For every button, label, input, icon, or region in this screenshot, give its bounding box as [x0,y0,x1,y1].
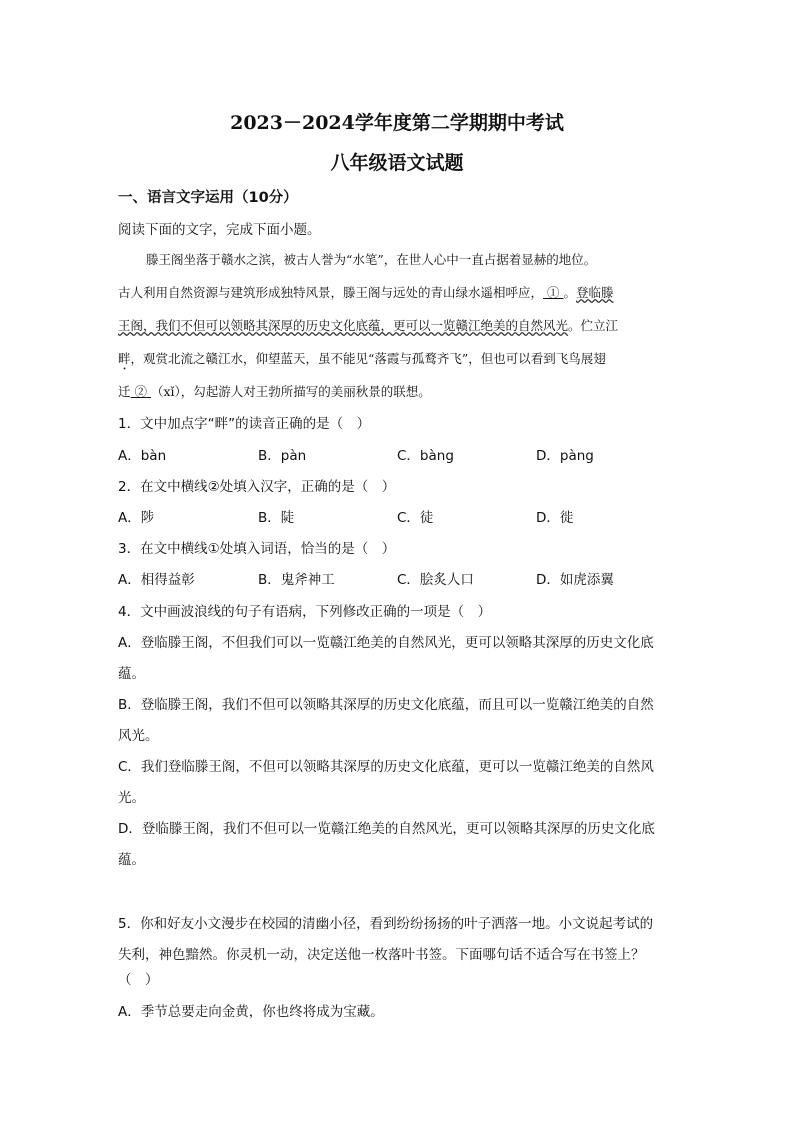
q2-option-c[interactable]: C．徒 [397,510,434,526]
passage-line-1: 滕王阁坐落于赣水之滨，被古人誉为“水笔”，在世人心中一直占据着显赫的地位。 [146,252,597,267]
question-5-answer-bracket: （ ） [118,972,159,988]
passage-line-2 [118,283,676,301]
q2-option-b[interactable]: B．陡 [258,510,295,526]
q4-option-d-line-2[interactable]: 蕴。 [118,852,145,868]
blank-1: ① [543,285,564,300]
q4-option-a-line-1[interactable]: A．登临滕王阁，不但我们可以一览赣江绝美的自然风光，更可以领略其深厚的历史文化底 [118,635,654,651]
q3-option-b[interactable]: B．鬼斧神工 [258,572,335,588]
exam-title: 2023－2024学年度第二学期期中考试 [230,112,564,134]
question-2-stem: 2．在文中横线②处填入汉字，正确的是（ ） [118,479,396,495]
q1-option-a[interactable]: A．bàn [118,448,167,464]
question-5-stem-line-2: 失利，神色黯然。你灵机一动，决定送他一枚落叶书签。下面哪句话不适合写在书签上？ [118,947,645,963]
exam-subtitle: 八年级语文试题 [330,152,464,174]
q3-option-a[interactable]: A．相得益彰 [118,572,195,588]
q4-option-b-line-2[interactable]: 风光。 [118,728,159,744]
passage-line-5 [118,382,676,400]
q5-option-a[interactable]: A．季节总要走向金黄，你也终将成为宝藏。 [118,1004,384,1020]
passage-text: 。伫立江 [568,318,619,333]
q3-option-d[interactable]: D．如虎添翼 [536,572,614,588]
question-5-stem-line-1: 5．你和好友小文漫步在校园的清幽小径，看到纷纷扬扬的叶子洒落一地。小文说起考试的 [118,916,654,932]
instruction-text: 阅读下面的文字，完成下面小题。 [118,222,321,238]
question-3-stem: 3．在文中横线①处填入词语，恰当的是（ ） [118,541,396,557]
passage-text: 迁 [118,384,131,399]
q1-option-b[interactable]: B．pàn [258,448,307,464]
passage-line-4 [118,349,676,373]
q4-option-a-line-2[interactable]: 蕴。 [118,666,145,682]
passage-text: ，观赏北流之赣江水，仰望蓝天，虽不能见“落霞与孤鹜齐飞”，但也可以看到飞鸟展翅 [130,351,606,366]
q4-option-d-line-1[interactable]: D．登临滕王阁，我们不但可以一览赣江绝美的自然风光，更可以领略其深厚的历史文化底 [118,821,655,837]
wavy-sentence-start: 登临滕 [575,285,614,300]
q4-option-c-line-2[interactable]: 光。 [118,790,145,806]
q4-option-c-line-1[interactable]: C．我们登临滕王阁，不但可以领略其深厚的历史文化底蕴，更可以一览赣江绝美的自然风 [118,759,654,775]
wavy-sentence: 王阁，我们不但可以领略其深厚的历史文化底蕴，更可以一览赣江绝美的自然风光 [118,318,569,333]
q2-option-a[interactable]: A．陟 [118,510,155,526]
section-heading: 一、语言文字运用（10分） [118,190,298,206]
passage-line-3 [118,316,676,334]
blank-2: ② [130,384,151,399]
passage-text: （xǐ），勾起游人对王勃所描写的美丽秋景的联想。 [150,384,431,399]
passage-text: 古人利用自然资源与建筑形成独特风景，滕王阁与远处的青山绿水遥相呼应， [118,285,544,300]
q2-option-d[interactable]: D．徙 [536,510,574,526]
q1-option-d[interactable]: D．pàng [536,448,594,464]
question-4-stem: 4．文中画波浪线的句子有语病，下列修改正确的一项是（ ） [118,604,492,620]
passage-text: 。 [563,285,576,300]
q4-option-b-line-1[interactable]: B．登临滕王阁，我们不但可以领略其深厚的历史文化底蕴，而且可以一览赣江绝美的自然 [118,697,654,713]
q1-option-c[interactable]: C．bàng [397,448,454,464]
question-1-stem: 1．文中加点字“畔”的读音正确的是（ ） [118,416,371,432]
dotted-char: 畔 [118,351,131,366]
q3-option-c[interactable]: C．脍炙人口 [397,572,474,588]
